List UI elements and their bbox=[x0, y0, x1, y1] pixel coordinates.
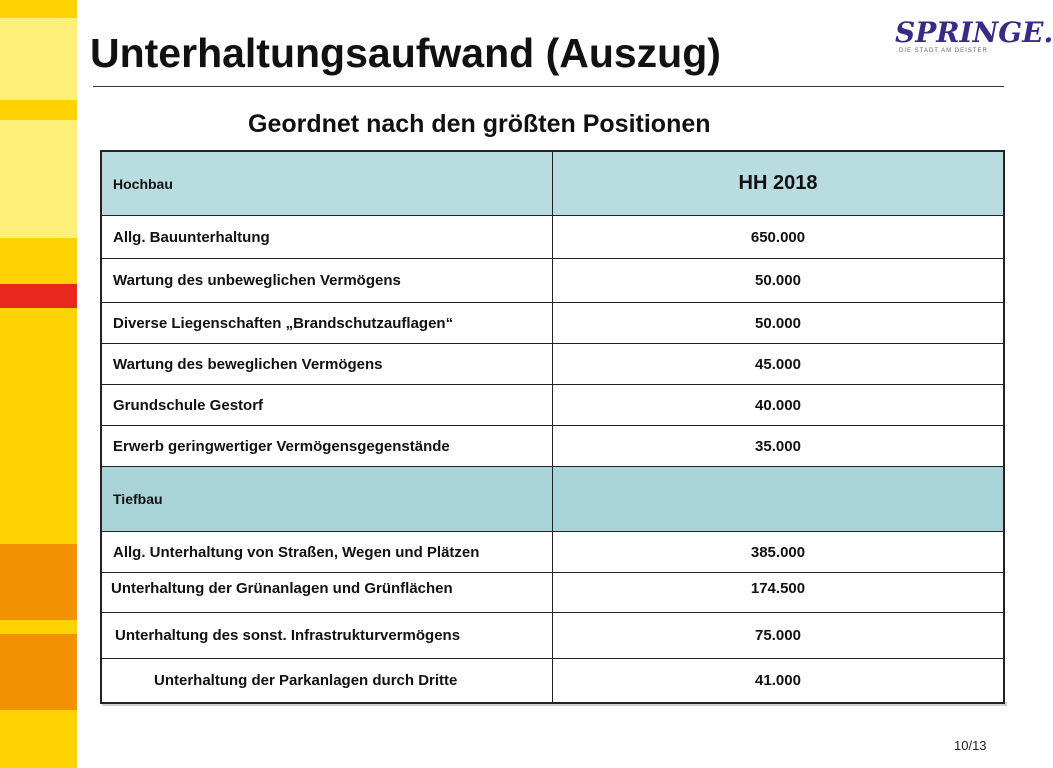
row-value: 650.000 bbox=[750, 228, 806, 246]
title-divider bbox=[93, 86, 1004, 87]
table-row bbox=[102, 613, 1003, 659]
row-label: Allg. Bauunterhaltung bbox=[102, 216, 553, 258]
stripe-segment bbox=[0, 544, 77, 620]
table-header-row bbox=[102, 152, 1003, 216]
row-label: Grundschule Gestorf bbox=[102, 385, 553, 425]
subtitle-text: Geordnet nach den größten Positionen bbox=[248, 110, 711, 138]
row-value: 40.000 bbox=[755, 396, 801, 414]
table-row bbox=[102, 344, 1003, 385]
logo-tagline: DIE STADT AM DEISTER bbox=[899, 48, 988, 54]
row-label: Unterhaltung des sonst. Infrastrukturvermögens bbox=[102, 613, 553, 658]
row-label: Wartung des unbeweglichen Vermögens bbox=[102, 259, 553, 302]
table-row bbox=[102, 216, 1003, 259]
row-value: 41.000 bbox=[755, 672, 801, 689]
row-value: 385.000 bbox=[750, 543, 806, 561]
stripe-segment bbox=[0, 710, 77, 768]
stripe-segment bbox=[0, 100, 77, 120]
stripe-segment bbox=[0, 0, 77, 18]
springe-logo bbox=[893, 14, 1053, 54]
row-label: Diverse Liegenschaften „Brandschutzauflagen“ bbox=[102, 303, 553, 343]
stripe-segment bbox=[0, 18, 77, 100]
stripe-segment bbox=[0, 120, 77, 238]
header-year: HH 2018 bbox=[738, 172, 818, 194]
table-row bbox=[102, 385, 1003, 426]
stripe-segment bbox=[0, 308, 77, 544]
table-row bbox=[102, 659, 1003, 702]
header-label-hochbau: Hochbau bbox=[102, 152, 553, 215]
page-number: 10/13 bbox=[954, 738, 987, 753]
stripe-segment bbox=[0, 238, 77, 284]
table-row bbox=[102, 303, 1003, 344]
row-label: Wartung des beweglichen Vermögens bbox=[102, 344, 553, 384]
table-row bbox=[102, 259, 1003, 303]
row-value: 50.000 bbox=[755, 272, 801, 289]
stripe-segment bbox=[0, 284, 77, 308]
table-row bbox=[102, 426, 1003, 467]
row-value: 35.000 bbox=[755, 437, 801, 455]
cost-table bbox=[100, 150, 1005, 704]
section-value-tiefbau bbox=[553, 467, 1003, 531]
row-value: 50.000 bbox=[755, 314, 801, 332]
row-label: Unterhaltung der Parkanlagen durch Dritte bbox=[102, 659, 553, 702]
row-value: 75.000 bbox=[755, 627, 801, 644]
logo-word: SPRINGE. bbox=[895, 16, 1053, 49]
slide-title: Unterhaltungsaufwand (Auszug) bbox=[90, 30, 721, 76]
row-value: 174.500 bbox=[750, 580, 806, 597]
table-row bbox=[102, 532, 1003, 573]
row-label: Allg. Unterhaltung von Straßen, Wegen und Plätzen bbox=[102, 532, 553, 572]
section-label-tiefbau: Tiefbau bbox=[102, 467, 553, 531]
table-section-row-tiefbau bbox=[102, 467, 1003, 532]
row-label: Unterhaltung der Grünanlagen und Grünflächen bbox=[102, 573, 553, 612]
stripe-segment bbox=[0, 620, 77, 634]
stripe-segment bbox=[0, 634, 77, 710]
row-label: Erwerb geringwertiger Vermögensgegenstände bbox=[102, 426, 553, 466]
table-row bbox=[102, 573, 1003, 613]
row-value: 45.000 bbox=[755, 355, 801, 373]
